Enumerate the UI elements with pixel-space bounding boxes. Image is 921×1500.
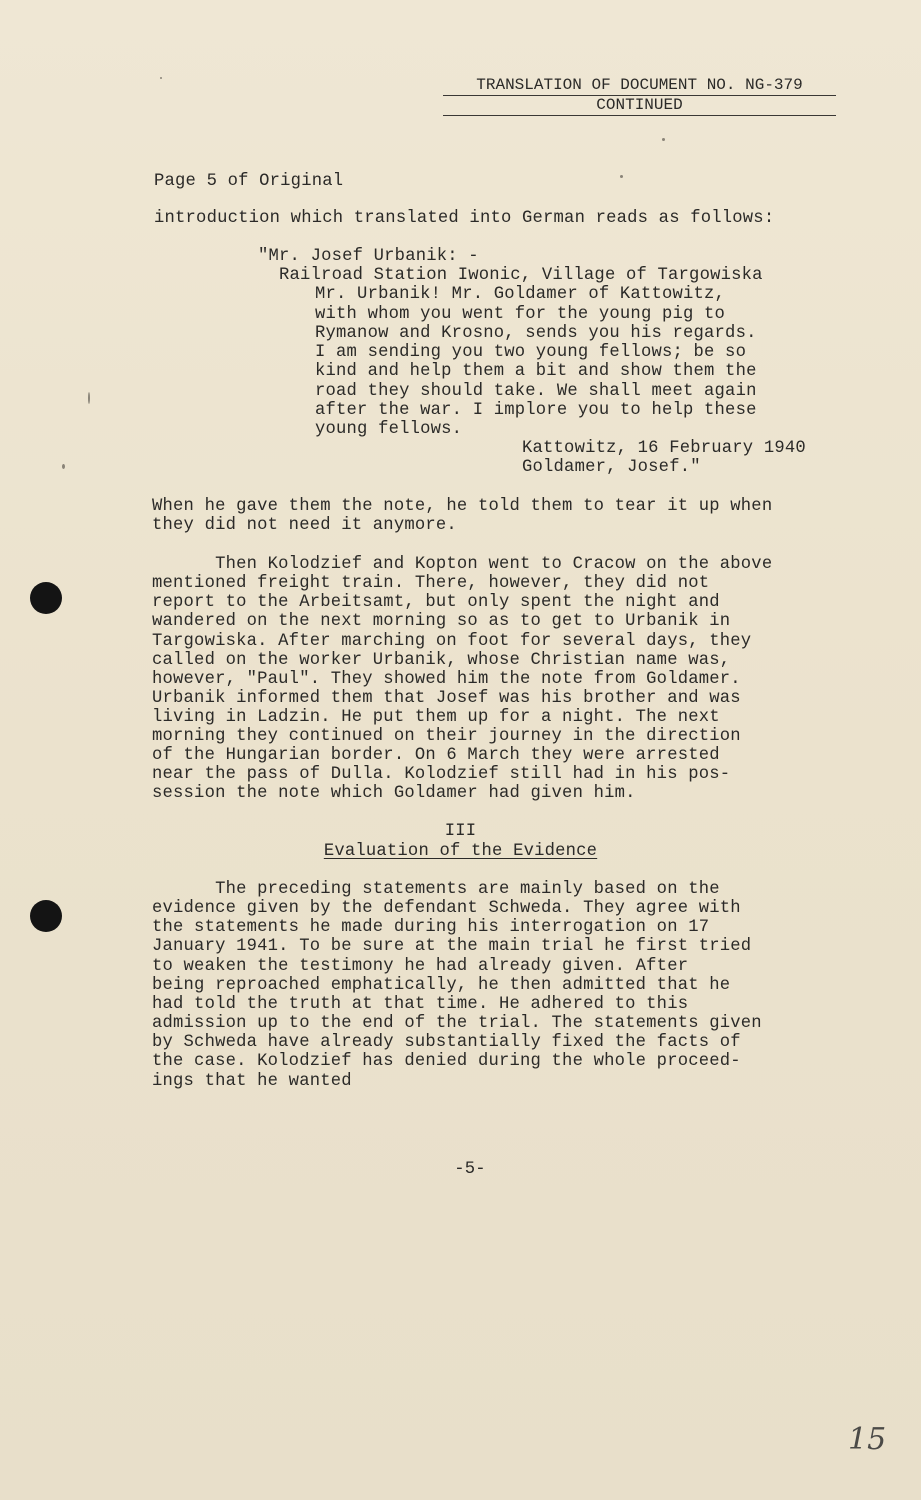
paper-speck bbox=[620, 175, 623, 178]
paragraph-2-line: called on the worker Urbanik, whose Christian name was, bbox=[152, 651, 731, 670]
paragraph-3-line: January 1941. To be sure at the main trial he first tried bbox=[152, 937, 752, 956]
paragraph-3-line: evidence given by the defendant Schweda. They agree with bbox=[152, 899, 741, 918]
section-title: Evaluation of the Evidence bbox=[323, 842, 598, 861]
letter-line: after the war. I implore you to help these bbox=[315, 401, 757, 420]
paragraph-2-line: morning they continued on their journey in the direction bbox=[152, 727, 741, 746]
header-rule-bottom bbox=[443, 115, 836, 116]
paper-speck bbox=[62, 464, 65, 469]
paragraph-3-line: had told the truth at that time. He adhered to this bbox=[152, 995, 689, 1014]
page-reference: Page 5 of Original bbox=[154, 172, 344, 191]
letter-address: Railroad Station Iwonic, Village of Targowiska bbox=[279, 266, 763, 285]
paragraph-2-line: report to the Arbeitsamt, but only spent the night and bbox=[152, 593, 720, 612]
paragraph-2-line: Targowiska. After marching on foot for several days, they bbox=[152, 632, 752, 651]
paragraph-2-line: however, "Paul". They showed him the note from Goldamer. bbox=[152, 670, 741, 689]
paragraph-3-line: admission up to the end of the trial. The statements given bbox=[152, 1014, 762, 1033]
letter-line: with whom you went for the young pig to bbox=[315, 305, 726, 324]
paragraph-3-line: by Schweda have already substantially fixed the facts of bbox=[152, 1033, 741, 1052]
paragraph-3-line: to weaken the testimony he had already given. After bbox=[152, 957, 689, 976]
letter-line: Rymanow and Krosno, sends you his regards. bbox=[315, 324, 757, 343]
section-number: III bbox=[444, 822, 477, 841]
letter-line: I am sending you two young fellows; be so bbox=[315, 343, 747, 362]
letter-line: Mr. Urbanik! Mr. Goldamer of Kattowitz, bbox=[315, 285, 726, 304]
paragraph-3-line: ings that he wanted bbox=[152, 1072, 352, 1091]
handwritten-page-mark: 15 bbox=[848, 1422, 887, 1457]
paragraph-2-line: wandered on the next morning so as to get to Urbanik in bbox=[152, 612, 731, 631]
punch-hole bbox=[30, 582, 62, 614]
paragraph-2-line: session the note which Goldamer had given him. bbox=[152, 784, 636, 803]
paragraph-3-line: the case. Kolodzief has denied during the whole proceed- bbox=[152, 1052, 741, 1071]
paragraph-2-line: of the Hungarian border. On 6 March they were arrested bbox=[152, 746, 720, 765]
paragraph-2-line: Then Kolodzief and Kopton went to Cracow on the above bbox=[152, 555, 773, 574]
paragraph-1-line: When he gave them the note, he told them to tear it up when bbox=[152, 497, 773, 516]
document-header-subtitle: CONTINUED bbox=[596, 96, 683, 114]
paragraph-3-line: the statements he made during his interrogation on 17 bbox=[152, 918, 710, 937]
paragraph-1-line: they did not need it anymore. bbox=[152, 516, 457, 535]
paragraph-3-line: being reproached emphatically, he then admitted that he bbox=[152, 976, 731, 995]
paper-speck bbox=[662, 138, 665, 141]
letter-salutation: "Mr. Josef Urbanik: - bbox=[258, 247, 479, 266]
punch-hole bbox=[30, 900, 62, 932]
letter-place-date: Kattowitz, 16 February 1940 bbox=[522, 439, 806, 458]
document-header-title: TRANSLATION OF DOCUMENT NO. NG-379 bbox=[476, 76, 803, 94]
paragraph-2-line: near the pass of Dulla. Kolodzief still had in his pos- bbox=[152, 765, 731, 784]
intro-line: introduction which translated into German reads as follows: bbox=[154, 209, 775, 228]
paragraph-2-line: mentioned freight train. There, however, they did not bbox=[152, 574, 710, 593]
paper-speck bbox=[88, 392, 90, 404]
paper-speck bbox=[160, 77, 162, 79]
paragraph-3-line: The preceding statements are mainly based on the bbox=[152, 880, 720, 899]
paragraph-2-line: living in Ladzin. He put them up for a night. The next bbox=[152, 708, 720, 727]
letter-line: young fellows. bbox=[315, 420, 463, 439]
letter-line: kind and help them a bit and show them the bbox=[315, 362, 757, 381]
page-number: -5- bbox=[454, 1160, 486, 1179]
paragraph-2-line: Urbanik informed them that Josef was his brother and was bbox=[152, 689, 741, 708]
letter-line: road they should take. We shall meet again bbox=[315, 382, 757, 401]
letter-signature: Goldamer, Josef." bbox=[522, 458, 701, 477]
